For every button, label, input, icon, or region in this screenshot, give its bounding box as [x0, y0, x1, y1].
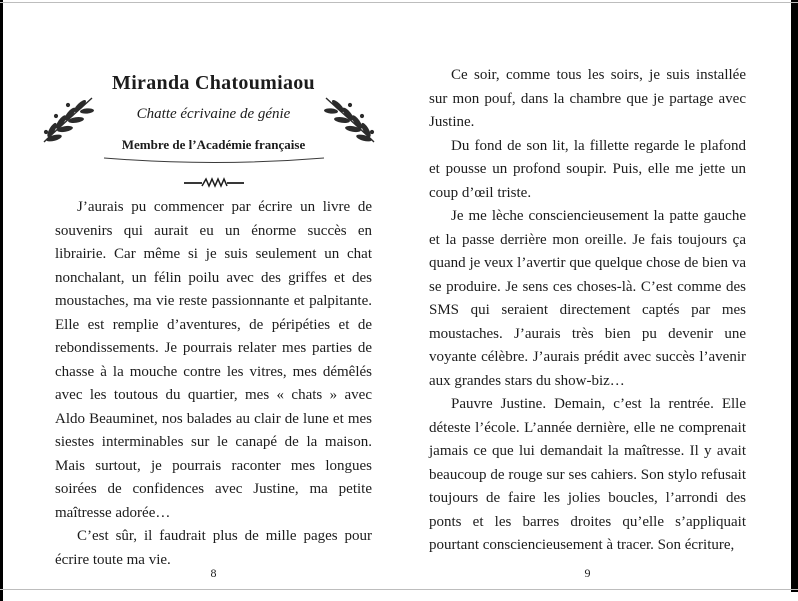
paragraph: Du fond de son lit, la fillette regarde le plafond et pousse un profond soupir. Puis, elle me jette un coup d’œil triste. — [429, 137, 746, 201]
right-page — [399, 0, 798, 601]
chapter-header — [55, 72, 372, 191]
author-subtitle: Chatte écrivaine de génie — [136, 106, 291, 122]
right-page-body — [429, 64, 746, 558]
paragraph: Ce soir, comme tous les soirs, je suis installée sur mon pouf, dans la chambre que je partage avec Justine. — [429, 67, 746, 130]
paragraph: C’est sûr, il faudrait plus de mille pages pour écrire toute ma vie. — [55, 528, 372, 568]
author-membership: Membre de l’Académie française — [121, 137, 306, 152]
left-page-body — [55, 196, 372, 572]
paragraph: Je me lèche consciencieusement la patte gauche et la passe derrière mon oreille. Je fais toujours ça quand je veux l’avertir que quelque chose de bien va se produire. Je sens ces choses-là. C’est comme des SMS qui seraient directement captés par mes moustaches. J’aurais très bien pu devenir une voyante célèbre. J’aurais prédit avec succès l’avenir aux grandes stars du show-biz… — [429, 208, 746, 389]
page-number-left: 8 — [210, 566, 217, 580]
paragraph: J’aurais pu commencer par écrire un livre de souvenirs qui aurait eu un énorme succès en librairie. Car même si je suis seulement un chat nonchalant, un félin poilu avec des griffes et des moustaches, ma vie reste passionnante et palpitante. Elle est remplie d’aventures, de péripéties et de rebondissements. Je pourrais relater mes parties de chasse à la mouche contre les vitres, mes démêlés avec les toutous du quartier, mes « chats » avec Aldo Beauminet, nos balades au clair de lune et mes siestes interminables sur le canapé de la maison. Mais surtout, je pourrais raconter mes longues soirées de confidences avec Justine, ma petite maîtresse adorée… — [55, 199, 372, 521]
author-title: Miranda Chatoumiaou — [112, 72, 315, 94]
vine-squiggle-divider-icon — [182, 175, 246, 191]
page-number-right: 9 — [584, 566, 591, 580]
paragraph: Pauvre Justine. Demain, c’est la rentrée. Elle déteste l’école. L’année dernière, elle ne comprenait jamais ce que lui demandait la maîtresse. Il y avait beaucoup de rouge sur ses cahiers. Son stylo refusait toujours de faire les jolies boucles, l’arrondi des ponts et les barres droites qu’elle s’appliquait pourtant consciencieusement à tracer. Son écriture, — [429, 396, 746, 553]
flourish-underline-icon — [98, 155, 330, 165]
